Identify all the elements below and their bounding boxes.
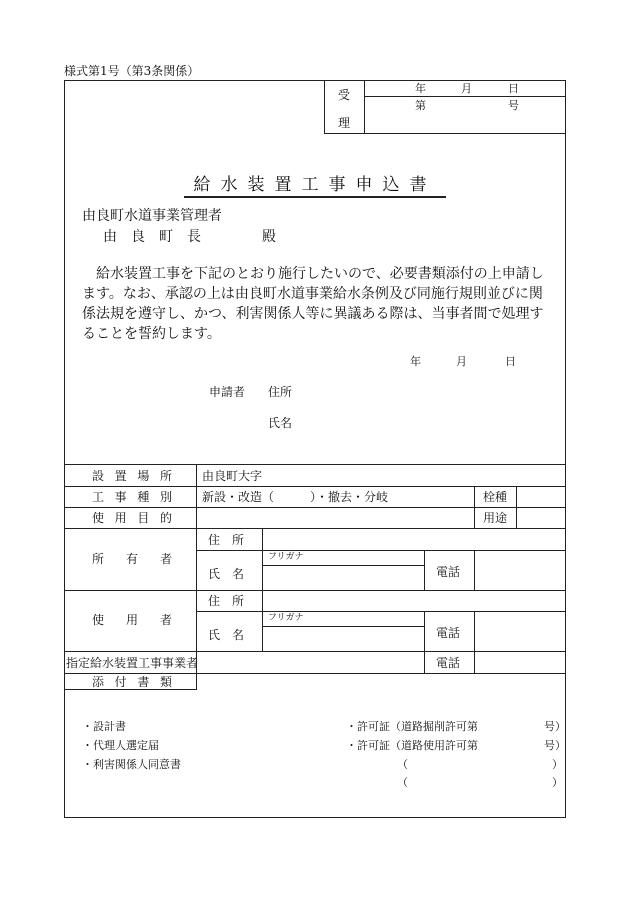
receipt-number-suffix: 号	[508, 99, 519, 112]
faucet-type-label: 栓種	[483, 490, 508, 504]
table-line	[474, 550, 475, 590]
owner-name-label: 氏 名	[208, 567, 245, 581]
table-line	[262, 565, 424, 566]
receipt-box-divider	[364, 80, 365, 134]
date-month: 月	[456, 355, 467, 368]
receipt-box-row-divider	[364, 96, 566, 97]
table-line	[64, 590, 566, 591]
receipt-box-bottom-border	[324, 133, 566, 134]
other-open: （	[397, 758, 408, 771]
form-number: 様式第1号（第3条関係）	[64, 64, 200, 78]
addressee-honorific: 殿	[262, 229, 276, 245]
user-address-label: 住 所	[208, 594, 245, 608]
receipt-number-prefix: 第	[415, 99, 426, 112]
table-line	[64, 651, 566, 652]
receipt-box-left-border	[324, 80, 325, 134]
permit-suffix: 号）	[544, 720, 566, 733]
table-line	[64, 528, 566, 529]
receipt-day: 日	[508, 82, 519, 95]
table-line	[424, 611, 425, 673]
attachment-item: ・利害関係人同意書	[82, 758, 181, 771]
purpose-label: 使 用 目 的	[92, 511, 172, 525]
table-line	[64, 464, 566, 465]
table-line	[262, 528, 263, 651]
permit-suffix: 号）	[544, 739, 566, 752]
receipt-year: 年	[415, 82, 426, 95]
table-line	[474, 611, 475, 673]
permit-prefix: ・許可証（道路使用許可第	[346, 739, 478, 752]
permit-prefix: ・許可証（道路掘削許可第	[346, 720, 478, 733]
owner-furigana-label: フリガナ	[268, 552, 304, 562]
receipt-label-bottom: 理	[338, 116, 351, 130]
user-furigana-label: フリガナ	[268, 613, 304, 623]
table-line	[516, 486, 517, 528]
contractor-label: 指定給水装置工事事業者	[66, 656, 199, 670]
page-title: 給水装置工事申込書	[184, 170, 446, 198]
table-line	[64, 507, 566, 508]
site-value: 由良町大字	[202, 469, 263, 483]
attachments-label: 添 付 書 類	[92, 675, 172, 689]
use-label: 用途	[483, 511, 508, 525]
receipt-month: 月	[461, 82, 472, 95]
other-close: ）	[552, 776, 563, 789]
table-line	[64, 673, 566, 674]
table-line	[64, 486, 566, 487]
table-line	[424, 550, 425, 590]
receipt-label-top: 受	[338, 88, 351, 102]
attachment-item: ・代理人選定届	[82, 739, 159, 752]
date-year: 年	[410, 355, 421, 368]
date-day: 日	[505, 355, 516, 368]
table-line	[196, 550, 566, 551]
work-type-value: 新設・改造（ ）・撤去・分岐	[202, 490, 389, 504]
owner-phone-label: 電話	[436, 565, 461, 579]
table-line	[262, 626, 424, 627]
table-line	[474, 486, 475, 528]
applicant-label: 申請者	[209, 385, 246, 399]
application-statement: 給水装置工事を下記のとおり施行したいので、必要書類添付の上申請します。なお、承認の上は由良町水道事業給水条例及び同施行規則並びに関係法規を遵守し、かつ、利害関係人等に異議ある際は、当事者間で処理することを誓約します。	[82, 266, 544, 342]
addressee-line1: 由良町水道事業管理者	[82, 208, 222, 224]
table-line	[64, 689, 197, 690]
user-phone-label: 電話	[436, 626, 461, 640]
site-label: 設 置 場 所	[92, 469, 172, 483]
other-open: （	[397, 776, 408, 789]
owner-address-label: 住 所	[208, 533, 245, 547]
applicant-name-label: 氏名	[268, 416, 293, 430]
attachment-item: ・設計書	[82, 720, 126, 733]
user-label: 使 用 者	[92, 613, 172, 627]
other-close: ）	[552, 758, 563, 771]
work-type-label: 工 事 種 別	[92, 490, 172, 504]
contractor-phone-label: 電話	[436, 656, 461, 670]
table-line	[196, 611, 566, 612]
user-name-label: 氏 名	[208, 628, 245, 642]
owner-label: 所 有 者	[92, 552, 172, 566]
applicant-address-label: 住所	[268, 385, 293, 399]
addressee-name: 由 良 町 長	[103, 229, 201, 245]
